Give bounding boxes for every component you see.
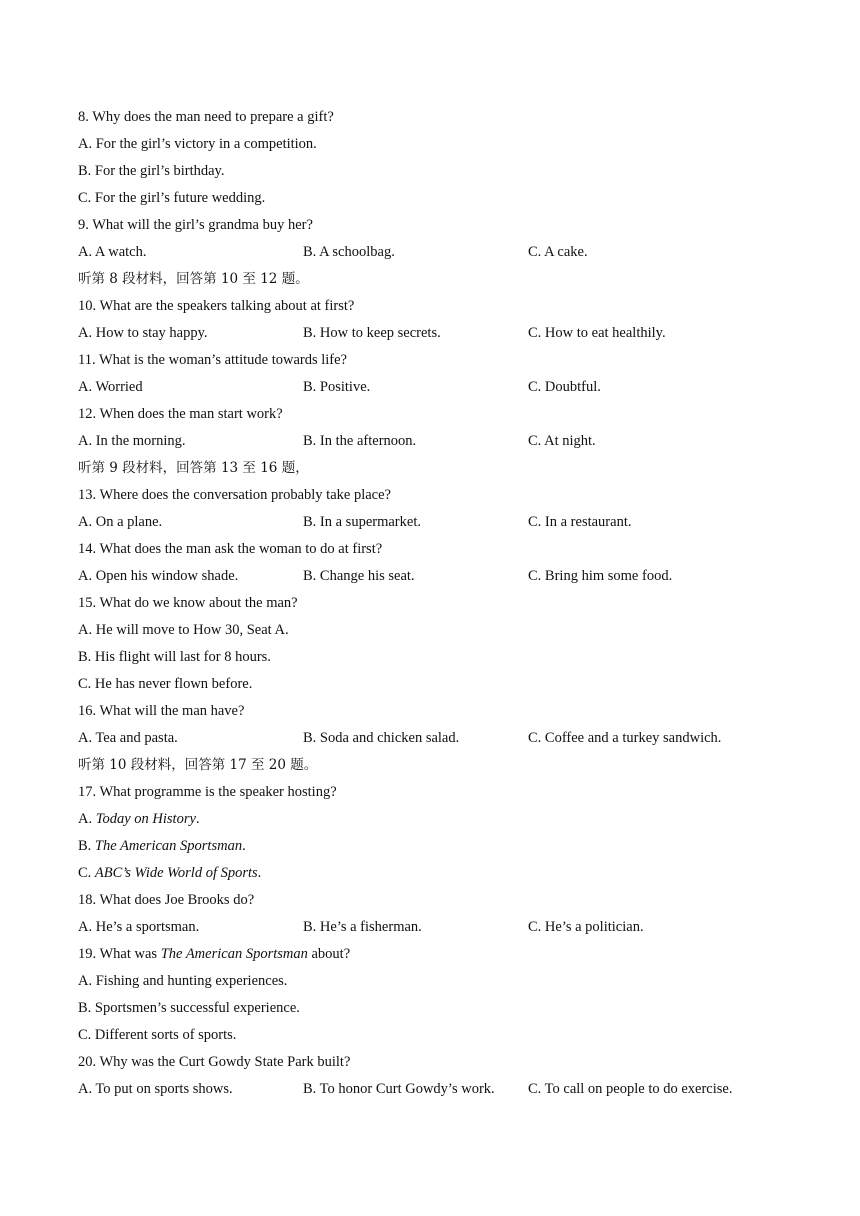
italic-title: Today on History: [95, 811, 196, 827]
option-c: C. Bring him some food.: [528, 568, 673, 584]
text-prefix: A.: [78, 811, 96, 827]
option-b: B. In the afternoon.: [303, 433, 417, 449]
option-text: [78, 833, 246, 860]
options-row: [0, 320, 860, 347]
question-line: [0, 590, 860, 617]
option-a: A. In the morning.: [78, 433, 186, 449]
option-text: B. For the girl’s birthday.: [78, 163, 225, 179]
option-line: [0, 158, 860, 185]
options-row: [0, 374, 860, 401]
option-b: B. To honor Curt Gowdy’s work.: [303, 1081, 495, 1097]
option-text: C. Different sorts of sports.: [78, 1027, 237, 1043]
option-a: A. To put on sports shows.: [78, 1081, 233, 1097]
question-text: 11. What is the woman’s attitude towards life?: [78, 352, 347, 368]
option-text: A. For the girl’s victory in a competition.: [78, 136, 317, 152]
question-line: [0, 401, 860, 428]
question-text: 16. What will the man have?: [78, 703, 245, 719]
option-c: C. Doubtful.: [528, 379, 601, 395]
question-text: 18. What does Joe Brooks do?: [78, 892, 255, 908]
option-line: [0, 131, 860, 158]
italic-title: The American Sportsman: [160, 946, 308, 962]
option-text: [78, 806, 200, 833]
option-line: [0, 995, 860, 1022]
italic-title: ABC’s Wide World of Sports: [94, 865, 258, 881]
option-line: [0, 644, 860, 671]
option-b: B. Soda and chicken salad.: [303, 730, 460, 746]
section-instruction: [0, 266, 860, 293]
question-text: 13. Where does the conversation probably take place?: [78, 487, 391, 503]
options-row: [0, 239, 860, 266]
option-line: [0, 185, 860, 212]
option-a: A. Worried: [78, 379, 143, 395]
option-b: B. Positive.: [303, 379, 371, 395]
option-a: A. Tea and pasta.: [78, 730, 178, 746]
option-c: C. A cake.: [528, 244, 588, 260]
question-text: 15. What do we know about the man?: [78, 595, 298, 611]
question-text: 8. Why does the man need to prepare a gift?: [78, 109, 334, 125]
question-text: 9. What will the girl’s grandma buy her?: [78, 217, 313, 233]
text-suffix: .: [257, 865, 262, 881]
question-line: [0, 104, 860, 131]
question-line: [0, 779, 860, 806]
section-instruction-text: 听第 8 段材料，回答第 10 至 12 题。: [78, 271, 309, 287]
options-row: [0, 914, 860, 941]
option-c: C. How to eat healthily.: [528, 325, 666, 341]
option-text: A. He will move to How 30, Seat A.: [78, 622, 289, 638]
question-text: 17. What programme is the speaker hosting?: [78, 784, 337, 800]
italic-title: The American Sportsman: [94, 838, 243, 854]
question-line: [0, 1049, 860, 1076]
text-suffix: about?: [307, 946, 351, 962]
option-b: B. In a supermarket.: [303, 514, 421, 530]
question-line: [0, 212, 860, 239]
question-text: [78, 941, 350, 968]
option-a: A. He’s a sportsman.: [78, 919, 200, 935]
option-line: [0, 860, 860, 887]
option-b: B. He’s a fisherman.: [303, 919, 422, 935]
option-b: B. How to keep secrets.: [303, 325, 441, 341]
text-prefix: B.: [78, 838, 95, 854]
option-a: A. A watch.: [78, 244, 147, 260]
options-row: [0, 725, 860, 752]
option-c: C. Coffee and a turkey sandwich.: [528, 730, 722, 746]
text-suffix: .: [195, 811, 200, 827]
option-b: B. A schoolbag.: [303, 244, 395, 260]
section-instruction: [0, 752, 860, 779]
option-text: A. Fishing and hunting experiences.: [78, 973, 288, 989]
question-line: [0, 482, 860, 509]
question-line: [0, 293, 860, 320]
question-line: [0, 536, 860, 563]
option-line: [0, 671, 860, 698]
section-instruction-text: 听第 9 段材料，回答第 13 至 16 题，: [78, 460, 309, 476]
text-suffix: .: [242, 838, 246, 854]
option-line: [0, 1022, 860, 1049]
exam-document: [0, 104, 860, 1103]
option-c: C. In a restaurant.: [528, 514, 632, 530]
option-c: C. To call on people to do exercise.: [528, 1081, 733, 1097]
option-text: B. Sportsmen’s successful experience.: [78, 1000, 300, 1016]
question-line: [0, 941, 860, 968]
option-a: A. Open his window shade.: [78, 568, 239, 584]
option-text: C. He has never flown before.: [78, 676, 253, 692]
option-a: A. On a plane.: [78, 514, 163, 530]
option-line: [0, 968, 860, 995]
question-line: [0, 887, 860, 914]
option-line: [0, 806, 860, 833]
section-instruction: [0, 455, 860, 482]
text-prefix: C.: [78, 865, 95, 881]
option-line: [0, 833, 860, 860]
options-row: [0, 563, 860, 590]
option-c: C. He’s a politician.: [528, 919, 644, 935]
text-prefix: 19. What was: [78, 946, 161, 962]
section-instruction-text: 听第 10 段材料，回答第 17 至 20 题。: [78, 757, 318, 773]
options-row: [0, 1076, 860, 1103]
question-line: [0, 347, 860, 374]
option-text: B. His flight will last for 8 hours.: [78, 649, 271, 665]
question-text: 14. What does the man ask the woman to do at first?: [78, 541, 383, 557]
option-line: [0, 617, 860, 644]
question-line: [0, 698, 860, 725]
question-text: 10. What are the speakers talking about at first?: [78, 298, 355, 314]
options-row: [0, 428, 860, 455]
option-a: A. How to stay happy.: [78, 325, 208, 341]
option-text: [78, 860, 261, 887]
option-b: B. Change his seat.: [303, 568, 415, 584]
option-text: C. For the girl’s future wedding.: [78, 190, 266, 206]
option-c: C. At night.: [528, 433, 596, 449]
question-text: 12. When does the man start work?: [78, 406, 283, 422]
question-text: 20. Why was the Curt Gowdy State Park built?: [78, 1054, 351, 1070]
options-row: [0, 509, 860, 536]
